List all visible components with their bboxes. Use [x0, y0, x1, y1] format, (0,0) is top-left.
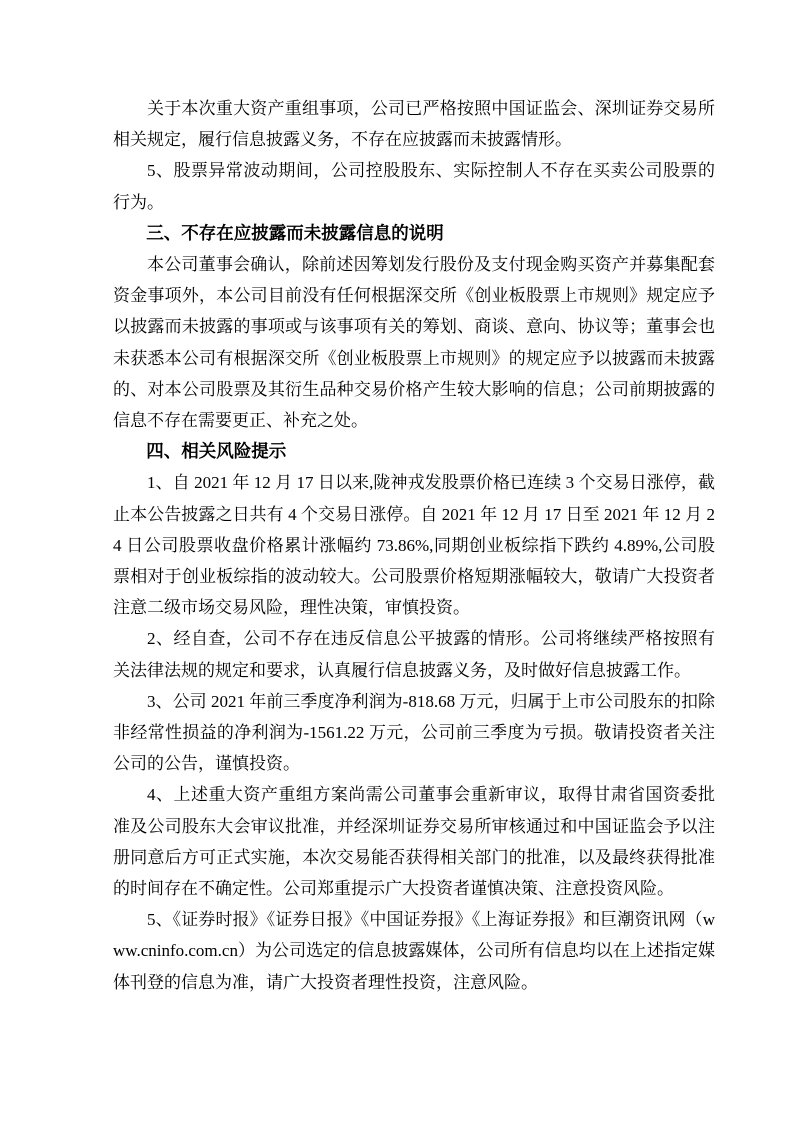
- paragraph: 1、自 2021 年 12 月 17 日以来,陇神戎发股票价格已连续 3 个交易日涨停，截止本公告披露之日共有 4 个交易日涨停。自 2021 年 12 月 17 日至 2021 年 12 月 24 日公司股票收盘价格累计涨幅约 73.86%,同期创业板综指下跌约 4.89%,公司股票相对于创业板综指的波动较大。公司股票价格短期涨幅较大，敬请广大投资者注意二级市场交易风险，理性决策，审慎投资。: [113, 473, 715, 618]
- paragraph: 本公司董事会确认，除前述因筹划发行股份及支付现金购买资产并募集配套资金事项外，本公司目前没有任何根据深交所《创业板股票上市规则》规定应予以披露而未披露的事项或与该事项有关的筹划、商谈、意向、协议等；董事会也未获悉本公司有根据深交所《创业板股票上市规则》的规定应予以披露而未披露的、对本公司股票及其衍生品种交易价格产生较大影响的信息；公司前期披露的信息不存在需要更正、补充之处。: [113, 255, 715, 431]
- paragraph: 2、经自查，公司不存在违反信息公平披露的情形。公司将继续严格按照有关法律法规的规定和要求，认真履行信息披露义务，及时做好信息披露工作。: [113, 629, 715, 680]
- paragraph: 3、公司 2021 年前三季度净利润为-818.68 万元，归属于上市公司股东的扣除非经常性损益的净利润为-1561.22 万元，公司前三季度为亏损。敬请投资者关注公司的公告，谨慎投资。: [113, 691, 715, 774]
- paragraph: 5、股票异常波动期间，公司控股股东、实际控制人不存在买卖公司股票的行为。: [113, 161, 715, 212]
- section-heading: 四、相关风险提示: [146, 441, 287, 462]
- paragraph: 5、《证券时报》《证券日报》《中国证券报》《上海证券报》和巨潮资讯网（www.cninfo.com.cn）为公司选定的信息披露媒体，公司所有信息均以在上述指定媒体刊登的信息为准，请广大投资者理性投资，注意风险。: [113, 910, 715, 992]
- section-heading: 三、不存在应披露而未披露信息的说明: [146, 222, 444, 243]
- paragraph: 4、上述重大资产重组方案尚需公司董事会重新审议，取得甘肃省国资委批准及公司股东大会审议批准，并经深圳证券交易所审核通过和中国证监会予以注册同意后方可正式实施，本次交易能否获得相关部门的批准，以及最终获得批准的时间存在不确定性。公司郑重提示广大投资者谨慎决策、注意投资风险。: [113, 785, 715, 899]
- paragraph: 关于本次重大资产重组事项，公司已严格按照中国证监会、深圳证券交易所相关规定，履行信息披露义务，不存在应披露而未披露情形。: [113, 99, 715, 150]
- document-body: [113, 93, 715, 998]
